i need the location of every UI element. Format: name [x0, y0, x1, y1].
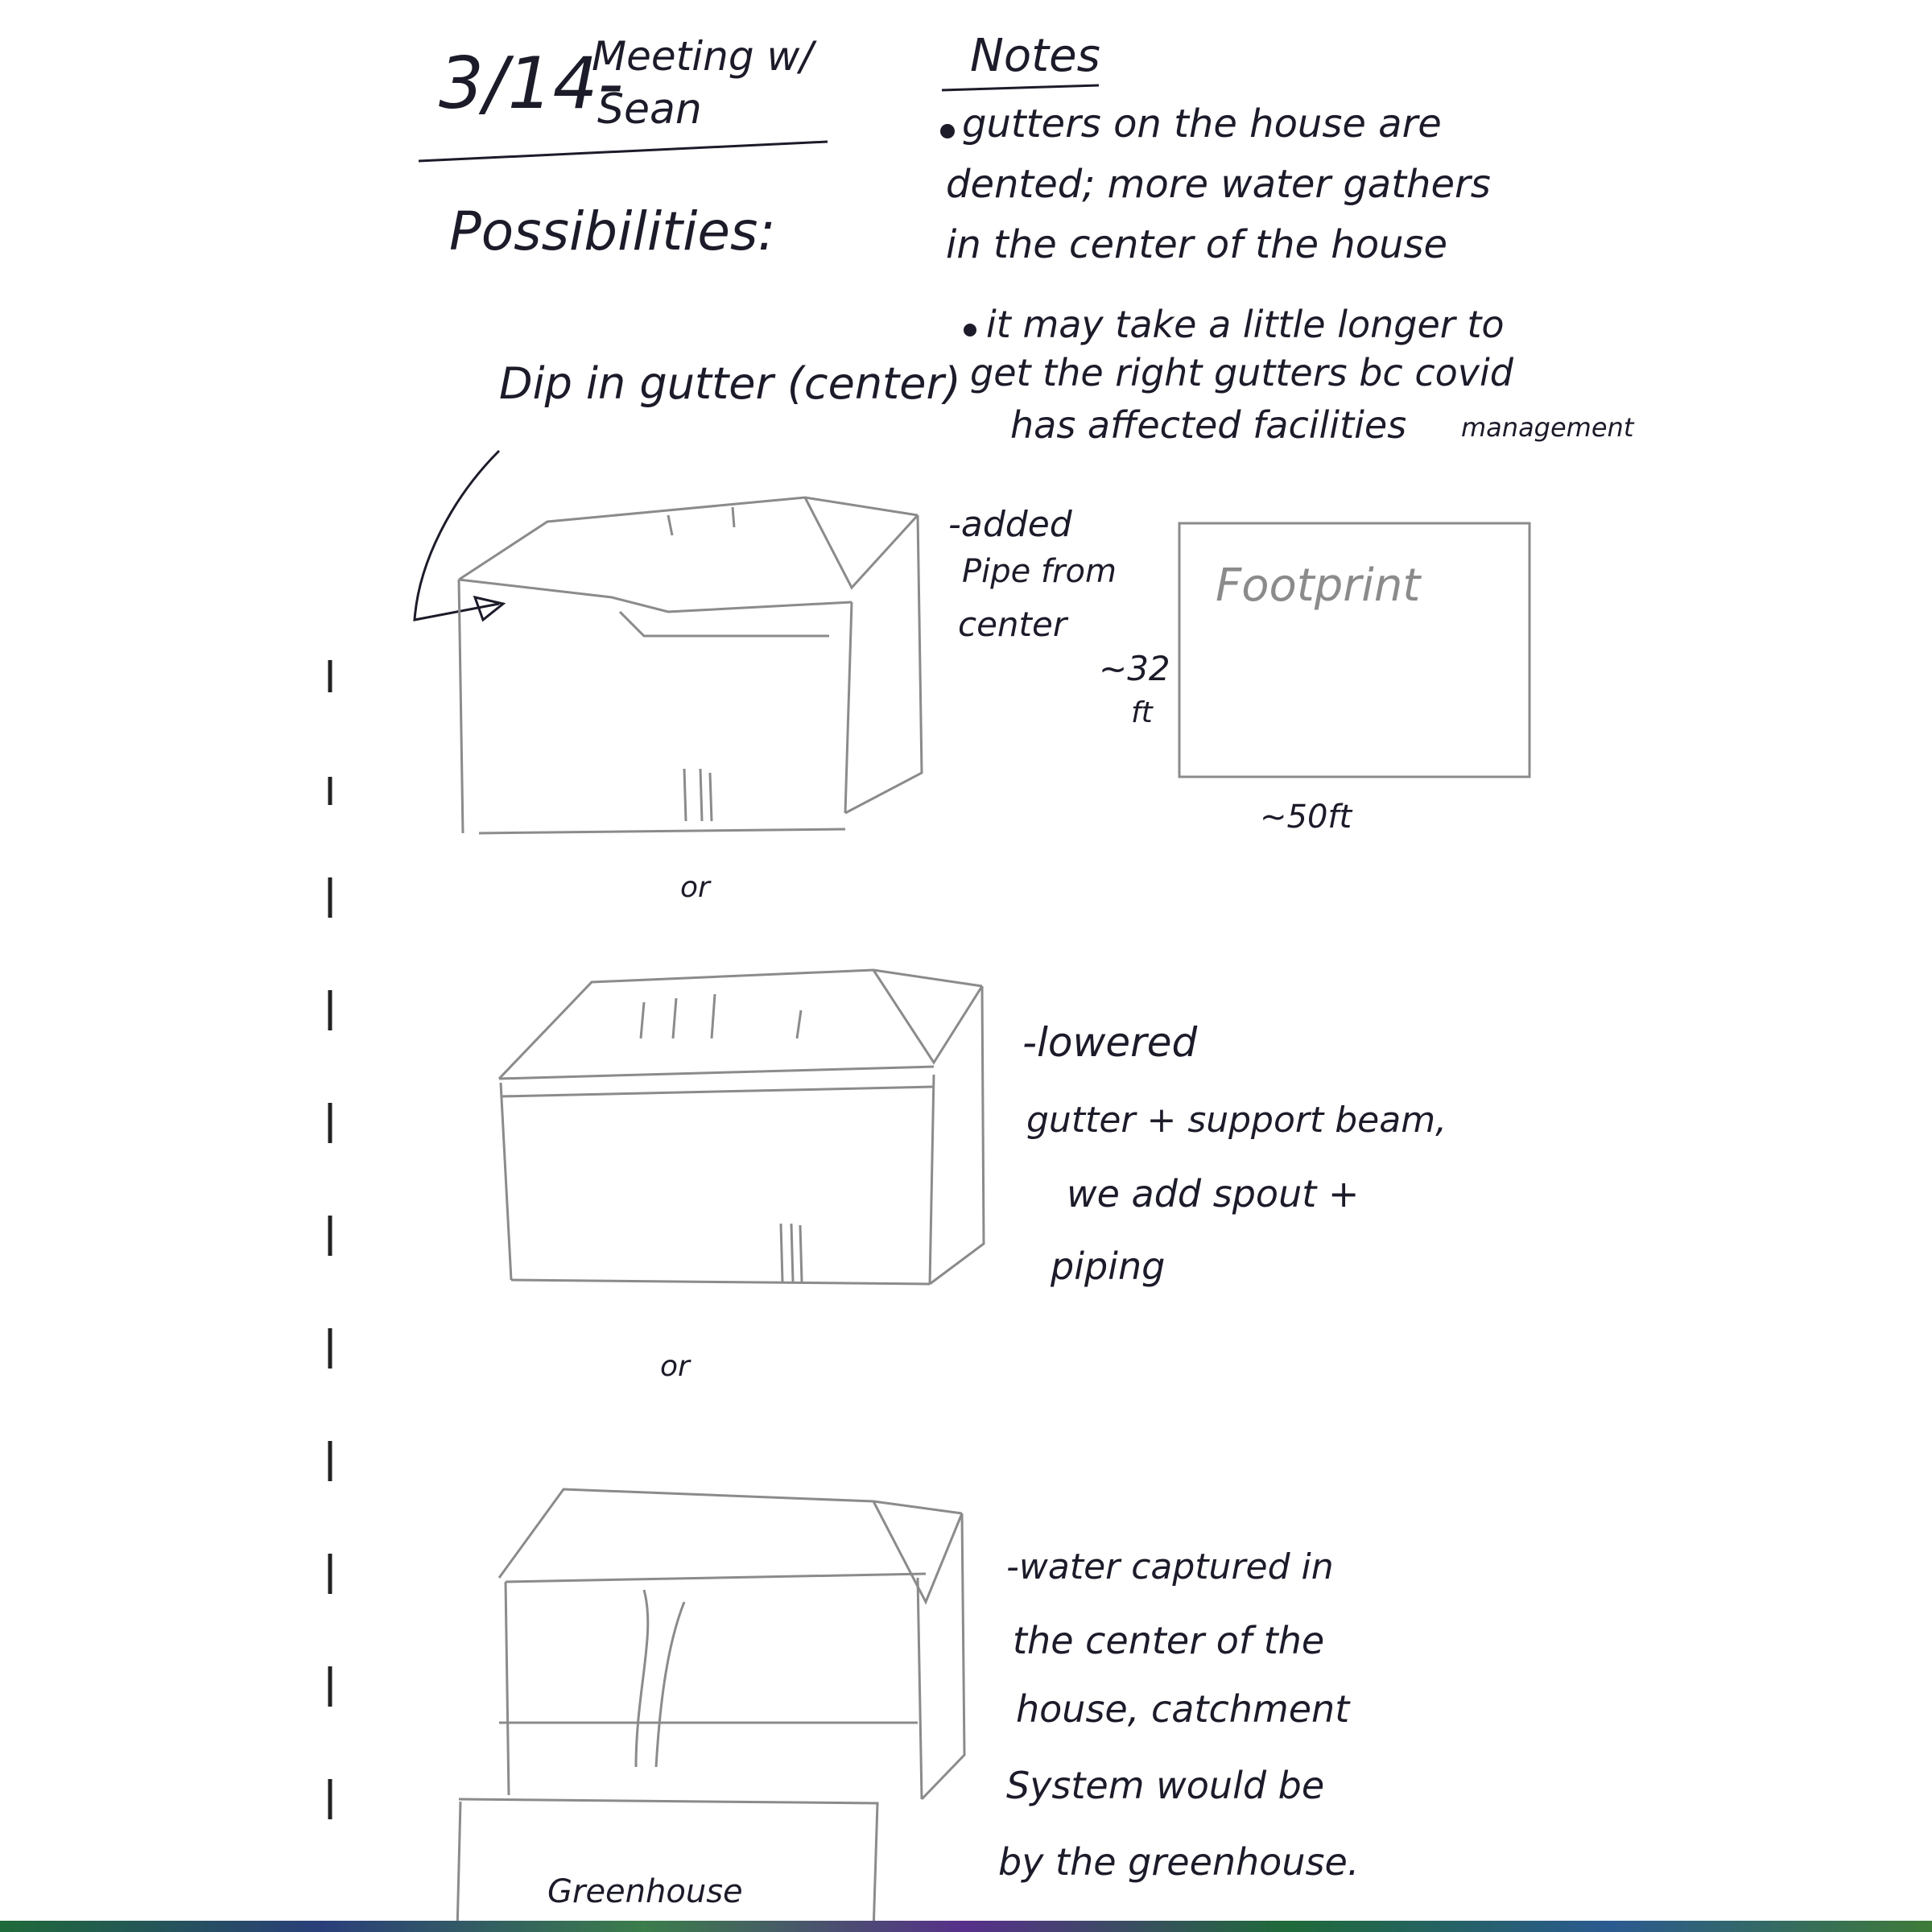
note-2-line-3: has affected facilities	[1010, 403, 1407, 447]
dip-arrow	[415, 451, 499, 620]
option-3-note-line-2: the center of the	[1013, 1619, 1325, 1662]
option-1-note-line-3: center	[958, 605, 1067, 644]
option-3-note-line-1: -water captured in	[1006, 1546, 1334, 1587]
meeting-title: Meeting w/	[592, 33, 814, 80]
meeting-person: Sean	[597, 85, 702, 134]
option-3-note-line-4: System would be	[1006, 1764, 1325, 1807]
house-sketch-1	[459, 497, 922, 833]
bottom-edge-strip	[0, 1921, 1932, 1932]
option-2-note-line-1: -lowered	[1022, 1019, 1198, 1066]
dip-label: Dip in gutter (center)	[499, 358, 961, 409]
footprint-height-unit: ft	[1131, 696, 1153, 729]
possibilities-heading: Possibilities:	[449, 200, 776, 262]
option-2-note-line-3: we add spout +	[1067, 1172, 1360, 1216]
option-1-note-line-1: -added	[948, 504, 1072, 545]
option-2-note-line-4: piping	[1051, 1245, 1166, 1288]
note-1-line-3: in the center of the house	[946, 222, 1448, 267]
note-2-suffix: management	[1461, 412, 1634, 443]
notes-underline	[942, 85, 1099, 90]
note-2-line-2: get the right gutters bc covid	[970, 351, 1513, 394]
header-underline	[419, 142, 828, 161]
meeting-date: 3/14-	[439, 42, 624, 125]
option-2-note-line-2: gutter + support beam,	[1026, 1100, 1447, 1141]
option-3-note-line-3: house, catchment	[1016, 1687, 1350, 1731]
note-2-line-1: it may take a little longer to	[986, 303, 1505, 346]
option-1-note-line-2: Pipe from	[962, 553, 1117, 590]
greenhouse-label: Greenhouse	[547, 1873, 743, 1910]
note-1-line-1: gutters on the house are	[962, 101, 1442, 147]
bullet-dot-1	[940, 124, 955, 138]
or-separator-2: or	[660, 1350, 690, 1383]
house-sketch-3	[457, 1489, 964, 1932]
note-1-line-2: dented; more water gathers	[946, 162, 1491, 207]
or-separator-1: or	[680, 871, 710, 904]
house-sketch-2	[499, 970, 984, 1284]
footprint-height: ~32	[1099, 649, 1170, 688]
footprint-width: ~50ft	[1260, 799, 1352, 836]
footprint-label: Footprint	[1216, 559, 1421, 612]
bullet-dot-2	[964, 324, 976, 336]
notes-heading: Notes	[970, 30, 1100, 82]
option-3-note-line-5: by the greenhouse.	[998, 1840, 1360, 1884]
